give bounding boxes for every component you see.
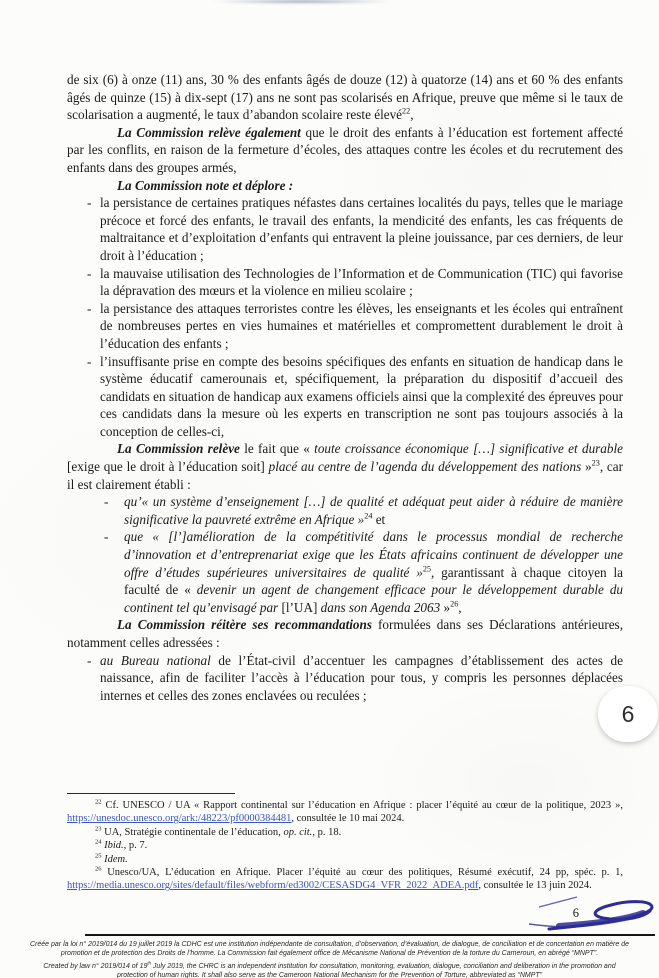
footnote-25 [67, 853, 623, 866]
footnote-text: , consultée le 13 juin 2024. [478, 880, 592, 892]
footnote-26 [67, 866, 623, 893]
footer-text-english [34, 962, 625, 978]
footnote-number: 23 [95, 825, 102, 833]
heading-text: La Commission note et déplore : [117, 177, 294, 193]
footer-separator [85, 934, 655, 936]
footnote-text: , consultée le 10 mai 2024. [291, 813, 405, 825]
dash-bullet: - [87, 265, 92, 281]
list-deplorations [67, 194, 623, 440]
list-item-text: [l’UA] [278, 599, 321, 615]
page-number: 6 [572, 906, 579, 920]
list-item [67, 652, 623, 705]
list-item-text: et [372, 511, 386, 527]
dash-bullet: - [104, 529, 109, 545]
footer-text-french: Créée par la loi n° 2019/014 du 19 juillet 2019 la CDHC est une institution indépendante de consultation, d’observation, d’évaluation, de dialogue, de conciliation et de concertation en matière de promotion et de protection des Droits de l’homme. La Commission fait également office de Mécanisme National de Prévention de la torture du Cameroun, en abrégé “MNPT”. [30, 941, 629, 957]
scan-smudge [212, 0, 392, 4]
list-item-text: » [440, 599, 451, 615]
list-item [67, 300, 623, 353]
footer-text: July 2019, the CHRC is an independent institution for consultation, monitoring, evaluation, dialogue, conciliation and deliberation in the promotion and protection of human rights. It shall also serve as the Cameroon National Mechanism for the Prevention of Torture, abbreviated as “NMPT” [116, 963, 616, 978]
footer-text: Created by law n° 2019/014 of 19 [43, 963, 148, 970]
addressee-text: au Bureau national [100, 652, 211, 668]
list-item [67, 353, 623, 441]
quote-text: devenir un agent de changement efficace pour le développement durable du continent tel qu’envisagé par [124, 582, 624, 615]
footnote-text: Ibid. [101, 840, 124, 852]
list-item-text: l’insuffisante prise en compte des besoins spécifiques des enfants en situation de handicap dans le système éducatif camerounais et, spécifiquement, la préparation du dispositif d’accueil des candidats en situation de handicap aux examens officiels ainsi que la complexité des épreuves pour ces candidats dans la mesure où les experts en transcription ne sont pas toujours associés à la conception de celles-ci, [100, 353, 623, 439]
footnote-22 [67, 799, 623, 826]
paragraph-leadin: La Commission réitère ses recommandations [117, 617, 372, 633]
paragraph-leadin: La Commission relève également [117, 124, 301, 140]
paragraph-text: , car il est clairement établi : [67, 459, 624, 492]
paragraph-commission-releve [67, 440, 623, 493]
footnote-text: Cf. UNESCO / UA « Rapport continental sur l’éducation en Afrique : placer l’équité au cœur de la politique, 2023 », [101, 800, 623, 811]
footnote-number: 25 [95, 852, 102, 860]
list-item [67, 265, 623, 300]
dash-bullet: - [87, 300, 92, 316]
list-item [67, 493, 623, 528]
quote-text: que « [l’]amélioration de la compétitivité dans le processus mondial de recherche d’innovation et d’entreprenariat exige que les États africains continuent de développer une offre d’études supérieures universitaires de qualité » [124, 529, 623, 580]
dash-bullet: - [87, 652, 92, 668]
footnote-number: 22 [95, 798, 102, 806]
paragraph-text: de six (6) à onze (11) ans, 30 % des enfants âgés de douze (12) à quatorze (14) ans et 60 % des enfants âgés de quinze (15) à dix-sept (17) ans ne sont pas scolarisés en Afrique, preuve que même si le taux de scolarisation a augmenté, le taux d’abandon scolaire reste élevé [67, 72, 623, 123]
paragraph-text: » [581, 459, 592, 475]
dash-bullet: - [87, 353, 92, 369]
paragraph-commission-releve-egalement [67, 124, 623, 177]
page-indicator-label: 6 [621, 700, 635, 727]
paragraph-text: , [410, 107, 414, 123]
page-indicator-bubble[interactable] [598, 686, 658, 742]
paragraph-text: que le droit des enfants à l’éducation est fortement affecté par les conflits, en raison de la fermeture d’écoles, des attaques contre les écoles et du recrutement des enfants dans des groupes armés, [67, 124, 623, 175]
heading-commission-note-deplore [67, 177, 623, 195]
footnote-ref-22: 22 [402, 106, 411, 116]
footnote-ref-25: 25 [422, 564, 432, 574]
footnote-text: , p. 7. [123, 840, 148, 852]
quote-text: toute croissance économique […] significative et durable [314, 441, 623, 457]
list-item-text: de l’État-civil d’accentuer les campagnes d’établissement des actes de naissance, afin de faciliter l’accès à l’éducation pour tous, y compris les personnes déplacées internes et celles des zones enclavées ou reculées ; [100, 652, 623, 703]
paragraph-text: [exige que le droit à l’éducation soit] [67, 459, 269, 475]
quote-text: dans son Agenda 2063 [320, 599, 441, 615]
list-item-text: , [458, 599, 462, 615]
list-item-text: , garantissant à chaque citoyen la faculté de « [124, 564, 623, 598]
dash-bullet: - [87, 195, 92, 211]
list-item [67, 194, 623, 264]
footnote-24 [67, 839, 623, 852]
paragraph-scolarisation [67, 71, 623, 124]
list-item [67, 528, 623, 616]
footnotes-section [67, 793, 623, 893]
footnote-23 [67, 826, 623, 839]
dash-bullet: - [104, 494, 109, 510]
institutional-footer [0, 934, 659, 978]
list-item-text: la mauvaise utilisation des Technologies de l’Information et de Communication (TIC) qui favorise la dépravation des mœurs et la violence en milieu scolaire ; [100, 265, 623, 299]
footnote-text: Unesco/UA, L’éducation en Afrique. Placer l’équité au cœur des politiques, Résumé exécutif, 24 pp, spéc. p. 1, [101, 867, 623, 879]
list-recommandations [67, 652, 623, 705]
footnote-text: op. cit. [283, 826, 313, 838]
footnote-text: Idem. [101, 853, 128, 865]
footnote-ref-23: 23 [591, 458, 600, 468]
list-item-text: la persistance de certaines pratiques néfastes dans certaines localités du pays, telles que le mariage précoce et forcé des enfants, le travail des enfants, la mendicité des enfants, les cas fréquents de maltraitance et d’exploitation d’enfants qui entravent la pleine jouissance, par ces derniers, de leur droit à l’éducation ; [100, 195, 623, 263]
footnote-text: UA, Stratégie continentale de l’éducation, [101, 826, 284, 838]
ordinal-suffix: th [147, 960, 151, 966]
paragraph-text: le fait que « [239, 441, 315, 457]
quote-text: qu’« un système d’enseignement […] de qualité et adéquat peut aider à réduire de manière significative la pauvreté extrême en Afrique » [124, 494, 623, 527]
footnote-number: 26 [95, 865, 102, 873]
list-item-text: la persistance des attaques terroristes contre les élèves, les enseignants et les écoles qui entraînent de nombreuses pertes en vies humaines et matérielles et compromettent durablement le droit à l’éducation des enfants ; [100, 300, 623, 351]
quote-text: placé au centre de l’agenda du développement des nations [268, 459, 582, 475]
footnote-link[interactable]: https://unesdoc.unesco.org/ark:/48223/pf0000384481 [67, 813, 292, 825]
paragraph-leadin: La Commission relève [117, 441, 240, 457]
footnote-link[interactable]: https://media.unesco.org/sites/default/files/webform/ed3002/CESASDG4_VFR_2022_ADEA.pdf [67, 880, 479, 892]
list-citations [67, 493, 623, 616]
footnote-text: , p. 18. [312, 826, 342, 838]
page-content [67, 71, 623, 704]
paragraph-commission-reitere [67, 616, 623, 651]
footnote-ref-24: 24 [364, 511, 373, 521]
footnote-number: 24 [95, 838, 102, 846]
footnote-ref-26: 26 [450, 599, 459, 609]
footnote-separator [67, 793, 235, 794]
paragraph-text: formulées dans ses Déclarations antérieures, notamment celles adressées : [67, 617, 623, 650]
